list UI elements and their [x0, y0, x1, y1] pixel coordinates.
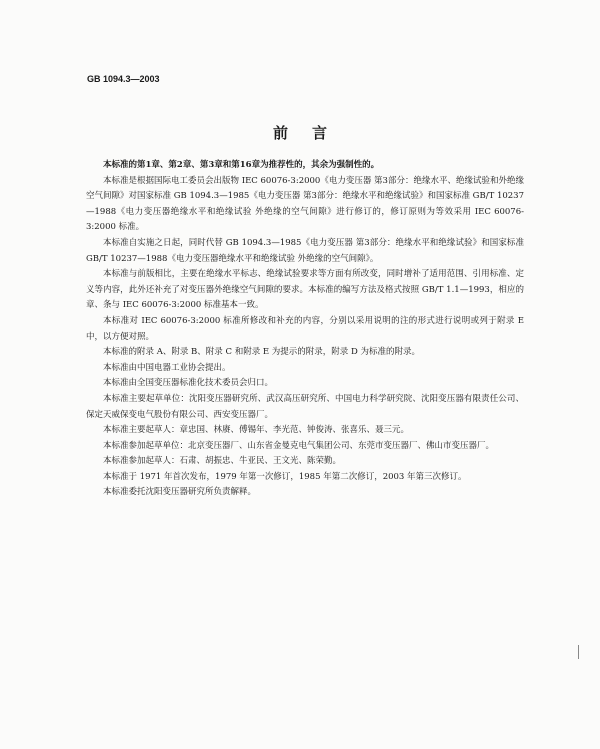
foreword-body	[86, 158, 524, 501]
paragraph-normative-status: 本标准的第1章、第2章、第3章和第16章为推荐性的，其余为强制性的。	[103, 160, 380, 170]
paragraph-proposer: 本标准由中国电器工业协会提出。	[103, 362, 231, 373]
paragraph-main-drafting-units: 本标准主要起草单位：沈阳变压器研究所、武汉高压研究所、中国电力科学研究院、沈阳变压器有限责任公司、保定天威保变电气股份有限公司、西安变压器厂。	[86, 393, 524, 420]
paragraph-basis: 本标准是根据国际电工委员会出版物 IEC 60076-3:2000《电力变压器 第3部分：绝缘水平、绝缘试验和外绝缘空气间隙》对国家标准 GB 1094.3—1985《电力变压器 第3部分：绝缘水平和绝缘试验》和国家标准 GB/T 10237—1988《电力变压器绝缘水平和绝缘试验 外绝缘的空气间隙》进行修订的，修订原则为等效采用 IEC 60076-3:2000 标准。	[86, 175, 524, 233]
scan-mark	[578, 645, 579, 659]
paragraph-replacement: 本标准自实施之日起，同时代替 GB 1094.3—1985《电力变压器 第3部分：绝缘水平和绝缘试验》和国家标准 GB/T 10237—1988《电力变压器绝缘水平和绝缘试验 外绝缘的空气间隙》。	[86, 237, 524, 264]
page-title-text: 前言	[272, 124, 351, 142]
paragraph-participating-drafters: 本标准参加起草人：石肃、胡振忠、牛亚民、王文光、陈荣勤。	[103, 456, 342, 467]
paragraph-history: 本标准于 1971 年首次发布，1979 年第一次修订，1985 年第二次修订，2003 年第三次修订。	[103, 471, 467, 482]
paragraph-changes: 本标准与前版相比，主要在绝缘水平标志、绝缘试验要求等方面有所改变，同时增补了适用范围、引用标准、定义等内容，此外还补充了对变压器外绝缘空气间隙的要求。本标准的编写方法及格式按照 GB/T 1.1—1993，相应的章、条与 IEC 60076-3:2000 标准基本一致。	[86, 269, 524, 311]
paragraph-annexes: 本标准的附录 A、附录 B、附录 C 和附录 E 为提示的附录，附录 D 为标准的附录。	[103, 347, 421, 358]
standard-code: GB 1094.3—2003	[87, 74, 160, 84]
paragraph-participating-units: 本标准参加起草单位：北京变压器厂、山东省金曼克电气集团公司、东莞市变压器厂、佛山市变压器厂。	[103, 440, 495, 451]
paragraph-main-drafters: 本标准主要起草人：章忠国、林赓、傅锡年、李光范、钟俊涛、张喜乐、聂三元。	[103, 425, 410, 436]
page-title	[0, 122, 600, 143]
paragraph-committee: 本标准由全国变压器标准化技术委员会归口。	[103, 378, 274, 389]
paragraph-modifications: 本标准对 IEC 60076-3:2000 标准所修改和补充的内容，分别以采用说明的注的形式进行说明或列于附录 E 中，以方便对照。	[86, 315, 524, 342]
paragraph-interpretation: 本标准委托沈阳变压器研究所负责解释。	[103, 487, 257, 498]
